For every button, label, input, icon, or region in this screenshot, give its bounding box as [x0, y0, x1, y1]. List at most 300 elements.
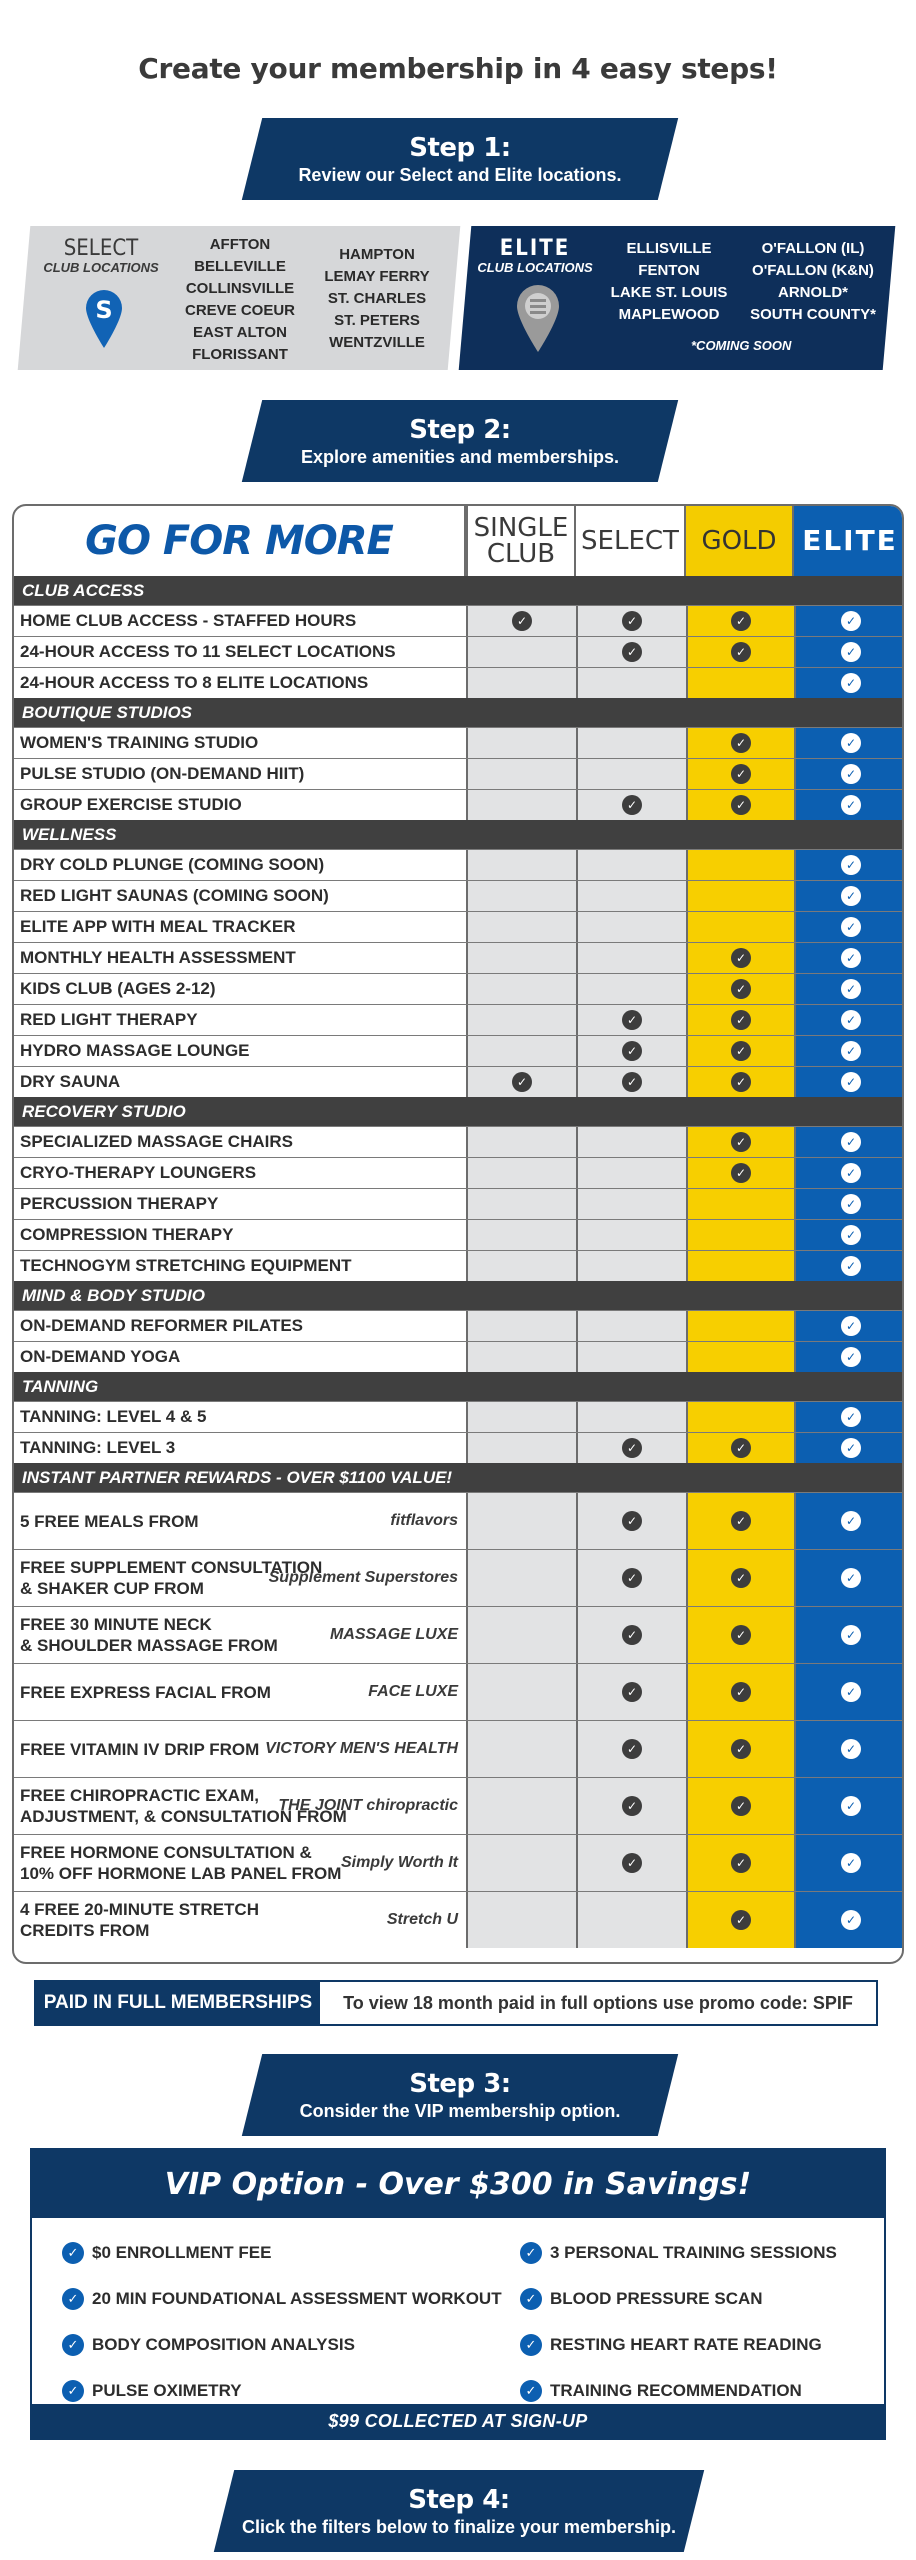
check-circle-icon: ✓ [520, 2334, 542, 2356]
tier-cell [576, 606, 686, 636]
tier-cell [466, 1835, 576, 1891]
tier-cell [466, 1433, 576, 1463]
tier-cell [686, 1005, 794, 1035]
category-header: RECOVERY STUDIO [14, 1097, 904, 1126]
check-icon: ✓ [841, 1682, 861, 1702]
tier-cell [576, 668, 686, 698]
check-icon: ✓ [841, 1132, 861, 1152]
tier-cell [686, 1342, 794, 1372]
check-icon: ✓ [622, 1853, 642, 1873]
check-icon: ✓ [841, 948, 861, 968]
column-gold: GOLD [686, 506, 794, 576]
tier-cell [686, 759, 794, 789]
feature-label: MONTHLY HEALTH ASSESSMENT [20, 948, 296, 967]
feature-row [14, 1188, 904, 1219]
membership-comparison-table [12, 504, 904, 1964]
tier-cell [794, 1550, 904, 1606]
partner-reward-row [14, 1834, 904, 1891]
check-icon: ✓ [731, 1072, 751, 1092]
tier-cell [686, 881, 794, 911]
tier-cell [576, 1067, 686, 1097]
tier-cell [576, 943, 686, 973]
tier-cell [686, 1778, 794, 1834]
feature-label: TECHNOGYM STRETCHING EQUIPMENT [20, 1256, 352, 1275]
tier-cell [466, 1342, 576, 1372]
tier-cell [576, 1158, 686, 1188]
partner-logo: Stretch U [386, 1911, 458, 1928]
check-icon: ✓ [731, 642, 751, 662]
feature-label: ELITE APP WITH MEAL TRACKER [20, 917, 296, 936]
category-header: CLUB ACCESS [14, 576, 904, 605]
check-icon: ✓ [841, 1347, 861, 1367]
partner-logo: fitflavors [390, 1512, 458, 1529]
feature-label: 24-HOUR ACCESS TO 11 SELECT LOCATIONS [20, 642, 396, 661]
tier-cell [794, 912, 904, 942]
partner-reward-row [14, 1720, 904, 1777]
tier-cell [466, 1127, 576, 1157]
check-icon: ✓ [512, 611, 532, 631]
feature-row [14, 636, 904, 667]
vip-benefit: ✓ $0 ENROLLMENT FEE [62, 2242, 271, 2264]
partner-reward-row [14, 1606, 904, 1663]
feature-row [14, 1250, 904, 1281]
vip-benefit: ✓ BODY COMPOSITION ANALYSIS [62, 2334, 355, 2356]
feature-row [14, 789, 904, 820]
partner-logo: MASSAGE LUXE [329, 1626, 458, 1643]
tier-cell [466, 790, 576, 820]
tier-cell [794, 1127, 904, 1157]
tier-cell [466, 606, 576, 636]
partner-reward-row [14, 1492, 904, 1549]
tier-cell [686, 606, 794, 636]
tier-cell [466, 1664, 576, 1720]
tier-cell [794, 1036, 904, 1066]
step-4-subtitle: Click the filters below to finalize your membership. [241, 2517, 677, 2537]
brand-tagline: GO FOR MORE [14, 506, 466, 576]
feature-row [14, 667, 904, 698]
feature-row [14, 973, 904, 1004]
vip-benefit: ✓ PULSE OXIMETRY [62, 2380, 242, 2402]
feature-row [14, 1432, 904, 1463]
feature-label: HYDRO MASSAGE LOUNGE [20, 1041, 250, 1060]
check-icon: ✓ [841, 611, 861, 631]
tier-cell [466, 912, 576, 942]
vip-option-panel [30, 2148, 886, 2440]
check-icon: ✓ [731, 1739, 751, 1759]
check-icon: ✓ [841, 1568, 861, 1588]
tier-cell [576, 1664, 686, 1720]
tier-cell [686, 1402, 794, 1432]
step-3-subtitle: Consider the VIP membership option. [299, 2101, 621, 2121]
check-icon: ✓ [841, 1041, 861, 1061]
tier-cell [466, 1251, 576, 1281]
tier-cell [576, 637, 686, 667]
check-icon: ✓ [731, 1910, 751, 1930]
partner-reward-label: FREE VITAMIN IV DRIP FROM [20, 1739, 260, 1759]
tier-cell [794, 1664, 904, 1720]
feature-label: CRYO-THERAPY LOUNGERS [20, 1163, 257, 1182]
check-circle-icon: ✓ [520, 2242, 542, 2264]
elite-locations-col2: O'FALLON (IL) O'FALLON (K&N) ARNOLD* SOUTH COUNTY* [750, 240, 876, 323]
check-circle-icon: ✓ [520, 2380, 542, 2402]
tier-cell [466, 1220, 576, 1250]
tier-cell [576, 1892, 686, 1948]
tier-cell [794, 974, 904, 1004]
vip-benefit: ✓ TRAINING RECOMMENDATION [520, 2380, 802, 2402]
tier-cell [794, 1158, 904, 1188]
tier-cell [466, 1550, 576, 1606]
select-locations-col1: AFFTON BELLEVILLE COLLINSVILLE CREVE COEUR EAST ALTON FLORISSANT [184, 236, 296, 363]
tier-cell [686, 728, 794, 758]
feature-row [14, 849, 904, 880]
feature-row [14, 1310, 904, 1341]
feature-label: TANNING: LEVEL 3 [20, 1438, 176, 1457]
check-icon: ✓ [622, 611, 642, 631]
check-icon: ✓ [622, 1739, 642, 1759]
feature-label: GROUP EXERCISE STUDIO [20, 795, 242, 814]
tier-cell [576, 1311, 686, 1341]
feature-row [14, 605, 904, 636]
column-elite: ELITE [794, 506, 904, 576]
check-circle-icon: ✓ [62, 2242, 84, 2264]
feature-row [14, 1066, 904, 1097]
check-icon: ✓ [841, 917, 861, 937]
step-1-subtitle: Review our Select and Elite locations. [298, 165, 622, 185]
tier-cell [794, 1402, 904, 1432]
tier-cell [576, 1835, 686, 1891]
paid-in-full-promo: To view 18 month paid in full options use promo code: SPIF [343, 1992, 853, 2013]
check-icon: ✓ [622, 1682, 642, 1702]
step-1-title: Step 1: [409, 133, 511, 163]
column-select: SELECT [576, 506, 686, 576]
tier-cell [466, 1892, 576, 1948]
feature-row [14, 1219, 904, 1250]
check-icon: ✓ [841, 1316, 861, 1336]
elite-pin-icon [515, 284, 561, 359]
check-icon: ✓ [841, 1910, 861, 1930]
column-single-club: SINGLE CLUB [466, 506, 576, 576]
check-icon: ✓ [731, 1796, 751, 1816]
check-icon: ✓ [841, 1194, 861, 1214]
tier-cell [576, 759, 686, 789]
check-icon: ✓ [622, 1072, 642, 1092]
tier-cell [466, 974, 576, 1004]
tier-cell [794, 668, 904, 698]
tier-cell [794, 1835, 904, 1891]
tier-cell [576, 912, 686, 942]
check-icon: ✓ [731, 795, 751, 815]
tier-cell [794, 850, 904, 880]
check-icon: ✓ [622, 1438, 642, 1458]
tier-cell [686, 1067, 794, 1097]
tier-cell [576, 1550, 686, 1606]
tier-cell [466, 1402, 576, 1432]
step-2-banner [242, 400, 678, 482]
coming-soon-note: *COMING SOON [691, 338, 792, 353]
tier-cell [686, 912, 794, 942]
tier-cell [576, 1251, 686, 1281]
feature-label: PERCUSSION THERAPY [20, 1194, 219, 1213]
tier-cell [466, 1778, 576, 1834]
tier-cell [686, 974, 794, 1004]
tier-cell [794, 728, 904, 758]
tier-cell [686, 668, 794, 698]
partner-reward-label: FREE 30 MINUTE NECK & SHOULDER MASSAGE FROM [20, 1615, 278, 1655]
tier-cell [794, 1220, 904, 1250]
check-icon: ✓ [731, 611, 751, 631]
partner-reward-row [14, 1663, 904, 1720]
tier-cell [686, 1493, 794, 1549]
check-icon: ✓ [841, 1625, 861, 1645]
tier-cell [794, 943, 904, 973]
tier-cell [686, 1311, 794, 1341]
tier-cell [794, 606, 904, 636]
feature-row [14, 727, 904, 758]
check-icon: ✓ [622, 795, 642, 815]
feature-label: ON-DEMAND REFORMER PILATES [20, 1316, 304, 1335]
category-header: WELLNESS [14, 820, 904, 849]
feature-row [14, 1341, 904, 1372]
tier-cell [576, 1127, 686, 1157]
tier-cell [794, 1493, 904, 1549]
tier-cell [576, 1778, 686, 1834]
tier-cell [686, 1251, 794, 1281]
partner-reward-row [14, 1549, 904, 1606]
check-icon: ✓ [841, 1010, 861, 1030]
step-2-subtitle: Explore amenities and memberships. [300, 447, 620, 467]
check-icon: ✓ [731, 1853, 751, 1873]
check-icon: ✓ [841, 1072, 861, 1092]
check-icon: ✓ [622, 642, 642, 662]
feature-label: HOME CLUB ACCESS - STAFFED HOURS [20, 611, 357, 630]
elite-locations-col1: ELLISVILLE FENTON LAKE ST. LOUIS MAPLEWOOD [610, 240, 728, 323]
check-icon: ✓ [731, 1511, 751, 1531]
tier-cell [576, 790, 686, 820]
tier-cell [576, 1342, 686, 1372]
paid-in-full-bar [34, 1980, 878, 2026]
tier-cell [794, 637, 904, 667]
tier-cell [576, 974, 686, 1004]
tier-cell [466, 668, 576, 698]
tier-cell [794, 1067, 904, 1097]
elite-locations-panel [459, 226, 896, 370]
check-circle-icon: ✓ [62, 2288, 84, 2310]
tier-cell [686, 1664, 794, 1720]
select-locations-panel [18, 226, 461, 370]
step-4-banner [214, 2470, 704, 2552]
check-icon: ✓ [731, 733, 751, 753]
tier-cell [466, 1158, 576, 1188]
select-tag: SELECT CLUB LOCATIONS [43, 236, 159, 275]
paid-in-full-label: PAID IN FULL MEMBERSHIPS [36, 1982, 320, 2024]
check-circle-icon: ✓ [62, 2334, 84, 2356]
tier-cell [794, 1311, 904, 1341]
vip-benefit: ✓ BLOOD PRESSURE SCAN [520, 2288, 763, 2310]
comparison-header [14, 506, 904, 576]
check-icon: ✓ [841, 979, 861, 999]
partner-logo: Simply Worth It [340, 1854, 458, 1871]
svg-text:S: S [95, 296, 113, 324]
check-icon: ✓ [841, 886, 861, 906]
tier-cell [794, 1005, 904, 1035]
tier-cell [686, 1036, 794, 1066]
step-2-title: Step 2: [409, 415, 511, 445]
check-icon: ✓ [622, 1511, 642, 1531]
check-icon: ✓ [841, 855, 861, 875]
partner-logo: THE JOINT chiropractic [278, 1797, 458, 1814]
tier-cell [466, 1067, 576, 1097]
tier-cell [686, 1189, 794, 1219]
tier-cell [466, 1493, 576, 1549]
feature-row [14, 1035, 904, 1066]
check-icon: ✓ [841, 1438, 861, 1458]
elite-tag: ELITE CLUB LOCATIONS [477, 236, 593, 275]
feature-label: SPECIALIZED MASSAGE CHAIRS [20, 1132, 293, 1151]
tier-cell [576, 881, 686, 911]
check-icon: ✓ [841, 1739, 861, 1759]
check-icon: ✓ [731, 1132, 751, 1152]
tier-cell [686, 790, 794, 820]
tier-cell [466, 1607, 576, 1663]
category-header: MIND & BODY STUDIO [14, 1281, 904, 1310]
tier-cell [466, 759, 576, 789]
tier-cell [686, 1550, 794, 1606]
tier-cell [794, 790, 904, 820]
feature-label: 24-HOUR ACCESS TO 8 ELITE LOCATIONS [20, 673, 369, 692]
tier-cell [576, 1189, 686, 1219]
tier-cell [794, 1721, 904, 1777]
feature-label: RED LIGHT SAUNAS (COMING SOON) [20, 886, 329, 905]
tier-cell [686, 943, 794, 973]
tier-cell [794, 759, 904, 789]
check-icon: ✓ [841, 795, 861, 815]
tier-cell [576, 1005, 686, 1035]
tier-cell [466, 1721, 576, 1777]
feature-label: PULSE STUDIO (ON-DEMAND HIIT) [20, 764, 305, 783]
tier-cell [686, 1158, 794, 1188]
tier-cell [576, 1402, 686, 1432]
tier-cell [686, 1433, 794, 1463]
check-icon: ✓ [731, 1010, 751, 1030]
check-icon: ✓ [731, 1625, 751, 1645]
tier-cell [794, 1342, 904, 1372]
tier-cell [794, 1189, 904, 1219]
tier-cell [466, 1311, 576, 1341]
step-1-banner [242, 118, 678, 200]
check-icon: ✓ [841, 1225, 861, 1245]
check-icon: ✓ [841, 764, 861, 784]
check-icon: ✓ [731, 948, 751, 968]
tier-cell [686, 1721, 794, 1777]
feature-row [14, 1004, 904, 1035]
tier-cell [794, 881, 904, 911]
tier-cell [466, 881, 576, 911]
tier-cell [794, 1251, 904, 1281]
feature-label: RED LIGHT THERAPY [20, 1010, 198, 1029]
partner-reward-row [14, 1891, 904, 1948]
category-header: INSTANT PARTNER REWARDS - OVER $1100 VALUE! [14, 1463, 904, 1492]
tier-cell [576, 1220, 686, 1250]
feature-label: WOMEN'S TRAINING STUDIO [20, 733, 259, 752]
feature-label: COMPRESSION THERAPY [20, 1225, 234, 1244]
feature-row [14, 758, 904, 789]
vip-benefit: ✓ 3 PERSONAL TRAINING SESSIONS [520, 2242, 837, 2264]
tier-cell [686, 1607, 794, 1663]
partner-reward-label: FREE HORMONE CONSULTATION & 10% OFF HORMONE LAB PANEL FROM [20, 1843, 342, 1883]
check-icon: ✓ [731, 979, 751, 999]
check-icon: ✓ [731, 1682, 751, 1702]
headline: Create your membership in 4 easy steps! [138, 52, 778, 85]
tier-cell [794, 1607, 904, 1663]
tier-cell [686, 1220, 794, 1250]
check-icon: ✓ [841, 1407, 861, 1427]
tier-cell [576, 1036, 686, 1066]
vip-price-footer: $99 COLLECTED AT SIGN-UP [32, 2404, 884, 2438]
tier-cell [466, 850, 576, 880]
tier-cell [466, 1189, 576, 1219]
partner-reward-label: FREE CHIROPRACTIC EXAM, ADJUSTMENT, & CONSULTATION FROM [20, 1786, 347, 1826]
select-pin-icon [84, 288, 124, 355]
check-icon: ✓ [841, 642, 861, 662]
tier-cell [686, 1892, 794, 1948]
feature-row [14, 911, 904, 942]
partner-reward-label: 5 FREE MEALS FROM [20, 1511, 199, 1531]
vip-benefit: ✓ RESTING HEART RATE READING [520, 2334, 822, 2356]
check-icon: ✓ [841, 733, 861, 753]
check-icon: ✓ [622, 1568, 642, 1588]
check-icon: ✓ [731, 764, 751, 784]
check-icon: ✓ [841, 1256, 861, 1276]
tier-cell [686, 1835, 794, 1891]
check-icon: ✓ [512, 1072, 532, 1092]
check-icon: ✓ [841, 1796, 861, 1816]
tier-cell [576, 1493, 686, 1549]
feature-label: KIDS CLUB (AGES 2-12) [20, 979, 216, 998]
step-3-title: Step 3: [409, 2069, 511, 2099]
feature-label: ON-DEMAND YOGA [20, 1347, 181, 1366]
tier-cell [576, 850, 686, 880]
tier-cell [794, 1433, 904, 1463]
check-circle-icon: ✓ [520, 2288, 542, 2310]
partner-logo: Supplement Superstores [268, 1569, 458, 1586]
feature-row [14, 880, 904, 911]
tier-cell [466, 943, 576, 973]
tier-cell [466, 1005, 576, 1035]
check-icon: ✓ [731, 1568, 751, 1588]
partner-reward-label: 4 FREE 20-MINUTE STRETCH CREDITS FROM [20, 1900, 259, 1940]
tier-cell [686, 1127, 794, 1157]
tier-cell [686, 850, 794, 880]
tier-cell [794, 1892, 904, 1948]
tier-cell [576, 1433, 686, 1463]
check-icon: ✓ [622, 1625, 642, 1645]
check-icon: ✓ [622, 1796, 642, 1816]
select-locations-col2: HAMPTON LEMAY FERRY ST. CHARLES ST. PETERS WENTZVILLE [324, 246, 430, 351]
category-header: TANNING [14, 1372, 904, 1401]
check-icon: ✓ [841, 1511, 861, 1531]
partner-reward-label: FREE SUPPLEMENT CONSULTATION & SHAKER CUP FROM [20, 1558, 323, 1598]
vip-title: VIP Option - Over $300 in Savings! [32, 2150, 884, 2218]
tier-cell [576, 1607, 686, 1663]
step-3-banner [242, 2054, 678, 2136]
partner-logo: VICTORY MEN'S HEALTH [265, 1740, 458, 1757]
partner-reward-row [14, 1777, 904, 1834]
feature-label: DRY COLD PLUNGE (COMING SOON) [20, 855, 325, 874]
feature-row [14, 1126, 904, 1157]
category-header: BOUTIQUE STUDIOS [14, 698, 904, 727]
feature-row [14, 942, 904, 973]
tier-cell [466, 1036, 576, 1066]
